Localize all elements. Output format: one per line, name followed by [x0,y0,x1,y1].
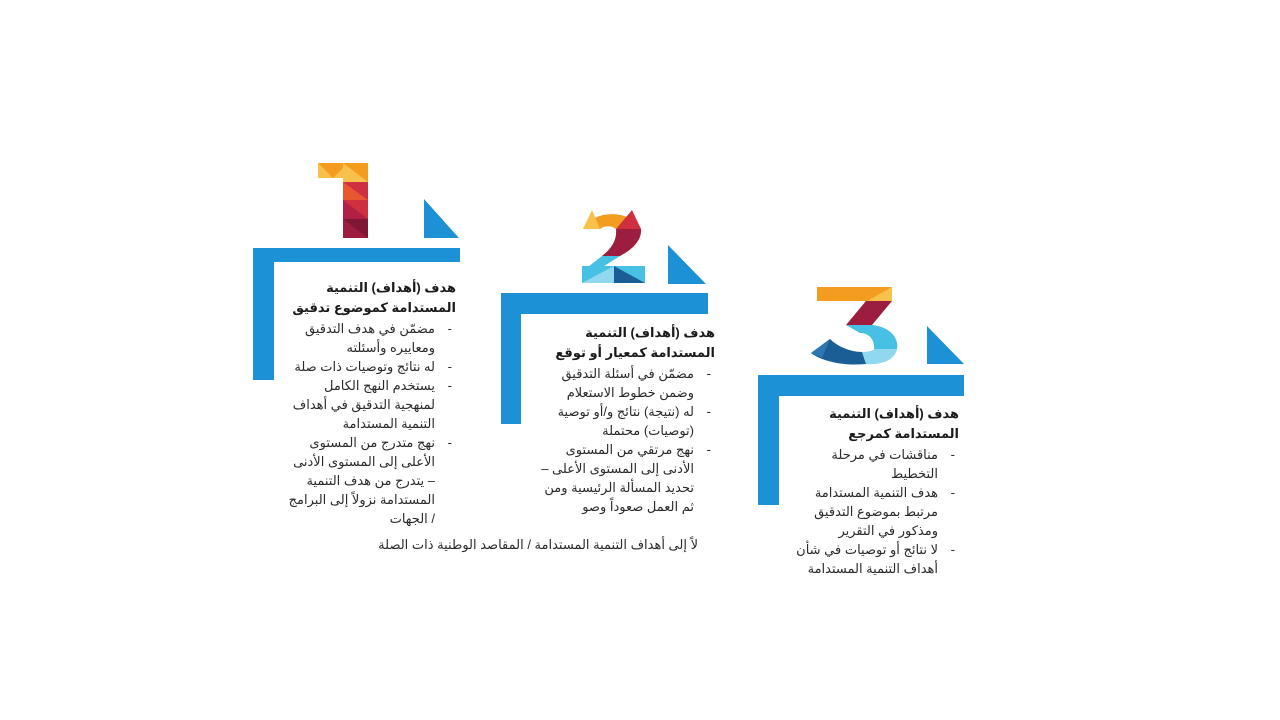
list-item: - نهج متدرج من المستوى الأعلى إلى المستوى الأدنى – يتدرج من هدف التنمية المستدامة نزولاً إلى البرامج / الجهات [286,433,456,528]
step-1-title: هدف (أهداف) التنمية المستدامة كموضوع تدقيق [292,280,456,315]
step-2-content [538,323,715,516]
step-3-title: هدف (أهداف) التنمية المستدامة كمرجع [829,406,959,441]
list-item: - نهج مرتقي من المستوى الأدنى إلى المستوى الأعلى – تحديد المسألة الرئيسية ومن ثم العمل صعوداً وصو [538,440,715,516]
step-3-content [789,404,959,578]
step-2-title: هدف (أهداف) التنمية المستدامة كمعيار أو توقع [555,325,715,360]
list-item: - مضمّن في هدف التدقيق ومعاييره وأسئلته [286,319,456,357]
list-item: - يستخدم النهج الكامل لمنهجية التدقيق في أهداف التنمية المستدامة [286,376,456,433]
list-item: - مضمّن في أسئلة التدقيق وضمن خطوط الاستعلام [538,364,715,402]
numeral-3-icon [811,287,897,365]
numeral-2-icon [582,210,645,283]
step-2-tail-line: لاً إلى أهداف التنمية المستدامة / المقاصد الوطنية ذات الصلة [378,537,698,552]
step-3-triangle [927,326,964,364]
step-2-triangle [668,245,706,284]
numeral-1-icon [318,163,368,238]
step-1-list [286,319,456,528]
list-item: - له نتائج وتوصيات ذات صلة [286,357,456,376]
list-item: - مناقشات في مرحلة التخطيط [789,445,959,483]
list-item: - له (نتيجة) نتائج و/أو توصية (توصيات) محتملة [538,402,715,440]
step-1-triangle [424,199,459,238]
step-1-content [286,278,456,528]
list-item: - هدف التنمية المستدامة مرتبط بموضوع التدقيق ومذكور في التقرير [789,483,959,540]
step-3-list [789,445,959,578]
step-2-list [538,364,715,516]
list-item: - لا نتائج أو توصيات في شأن أهداف التنمية المستدامة [789,540,959,578]
